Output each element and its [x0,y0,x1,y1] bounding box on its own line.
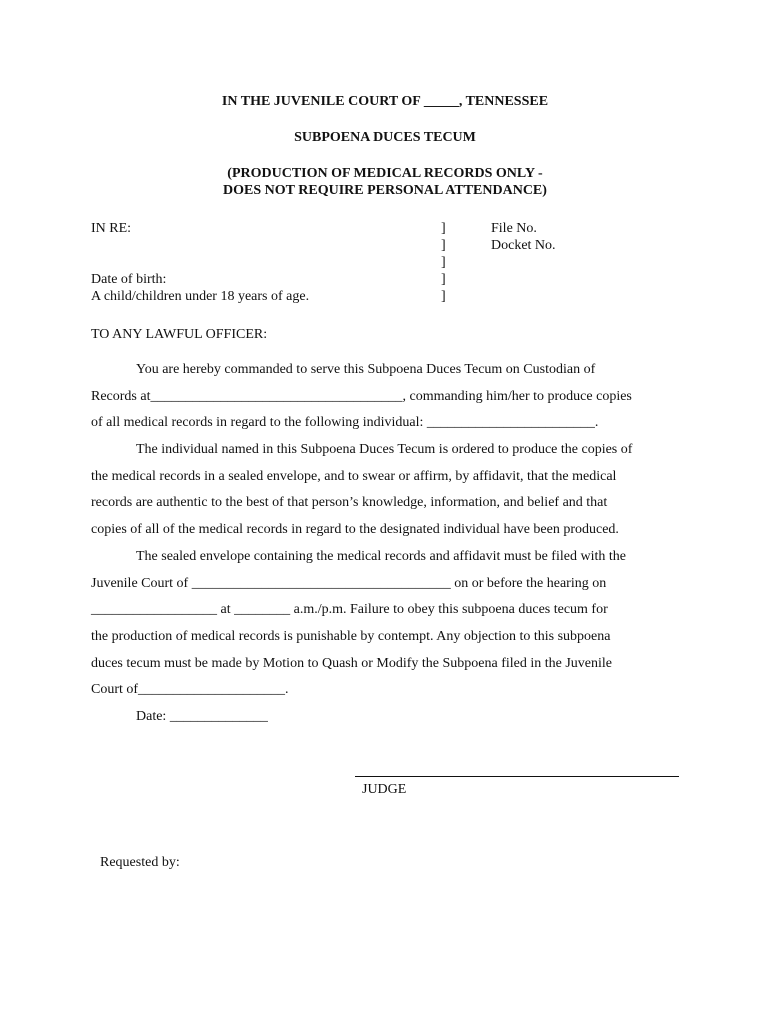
body-line: Court of_____________________. [91,682,289,698]
body-line: __________________ at ________ a.m./p.m. Failure to obey this subpoena duces tecum for [91,602,608,618]
caption-brackets [441,220,451,305]
body-line: The individual named in this Subpoena Duces Tecum is ordered to produce the copies of [136,442,633,458]
bracket: ] [441,272,446,287]
body-line: Records at____________________________________, commanding him/her to produce copies [91,388,632,404]
bracket: ] [441,255,446,270]
body-line: the production of medical records is punishable by contempt. Any objection to this subpoena [91,628,611,644]
subtitle-line-1: (PRODUCTION OF MEDICAL RECORDS ONLY - [227,166,543,181]
judge-label: JUDGE [362,782,407,797]
body-line: of all medical records in regard to the following individual: ________________________. [91,415,599,431]
body-line: copies of all of the medical records in regard to the designated individual have been produced. [91,522,619,538]
body-line: Juvenile Court of _____________________________________ on or before the hearing on [91,575,607,591]
body-line: You are hereby commanded to serve this Subpoena Duces Tecum on Custodian of [136,362,596,377]
body-paragraphs [91,357,691,731]
body-line: duces tecum must be made by Motion to Quash or Modify the Subpoena filed in the Juvenile [91,655,613,671]
body-line: The sealed envelope containing the medical records and affidavit must be filed with the [136,548,626,564]
judge-signature-line [355,776,679,777]
case-caption-left [91,220,309,305]
bracket: ] [441,221,446,236]
body-line: records are authentic to the best of that person’s knowledge, information, and belief and that [91,495,608,511]
case-caption-right [491,220,556,254]
salutation: TO ANY LAWFUL OFFICER: [91,327,268,342]
bracket: ] [441,289,446,304]
subtitle-line-2: DOES NOT REQUIRE PERSONAL ATTENDANCE) [223,183,547,198]
body-line: the medical records in a sealed envelope, and to swear or affirm, by affidavit, that the medical [91,468,617,484]
in-re-label: IN RE: [91,221,132,236]
requested-by-label: Requested by: [100,855,180,870]
court-title: IN THE JUVENILE COURT OF _____, TENNESSEE [221,94,549,109]
dob-label: Date of birth: [91,272,167,287]
child-note: A child/children under 18 years of age. [91,289,310,304]
file-no-label: File No. [491,221,537,236]
docket-no-label: Docket No. [491,238,556,253]
bracket: ] [441,238,446,253]
document-title: SUBPOENA DUCES TECUM [294,130,476,145]
date-line: Date: ______________ [136,708,268,724]
